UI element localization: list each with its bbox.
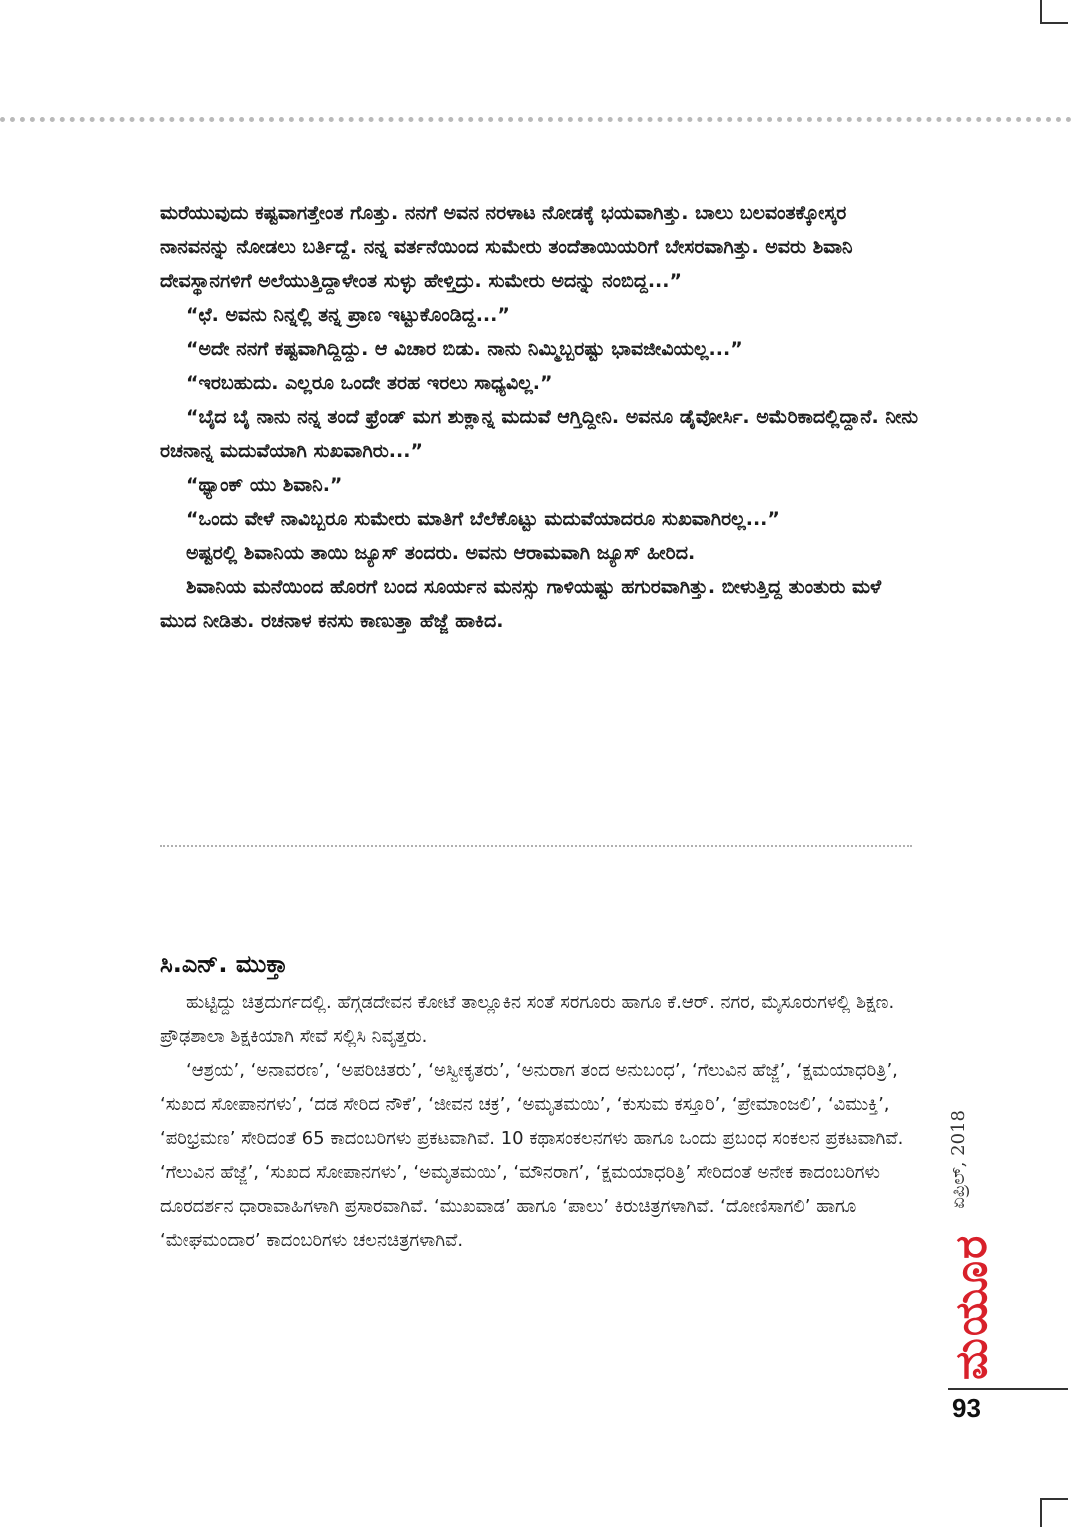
section-dotted-divider — [160, 845, 912, 847]
story-paragraph: ಮರೆಯುವುದು ಕಷ್ಟವಾಗತ್ತೇಂತ ಗೊತ್ತು. ನನಗೆ ಅವನ ನರಳಾಟ ನೋಡಕ್ಕೆ ಭಯವಾಗಿತ್ತು. ಬಾಲು ಬಲವಂತಕ್ಕೋಸ್ಕರ ನಾನವನನ್ನು ನೋಡಲು ಬರ್ತಿದ್ದೆ. ನನ್ನ ವರ್ತನೆಯಿಂದ ಸುಮೇರು ತಂದೆತಾಯಿಯರಿಗೆ ಬೇಸರವಾಗಿತ್ತು. ಅವರು ಶಿವಾನಿ ದೇವಸ್ಥಾನಗಳಿಗೆ ಅಲೆಯುತ್ತಿದ್ದಾಳೇಂತ ಸುಳ್ಳು ಹೇಳ್ತಿದ್ರು. ಸುಮೇರು ಅದನ್ನು ನಂಬಿದ್ದ...” — [160, 202, 853, 292]
story-paragraph: ಶಿವಾನಿಯ ಮನೆಯಿಂದ ಹೊರಗೆ ಬಂದ ಸೂರ್ಯನ ಮನಸ್ಸು ಗಾಳಿಯಷ್ಟು ಹಗುರವಾಗಿತ್ತು. ಬೀಳುತ್ತಿದ್ದ ತುಂತುರು ಮಳೆ ಮುದ ನೀಡಿತು. ರಚನಾಳ ಕನಸು ಕಾಣುತ್ತಾ ಹೆಜ್ಜೆ ಹಾಕಿದ. — [160, 576, 882, 632]
bio-paragraph: ‘ಆಶ್ರಯ’, ‘ಅನಾವರಣ’, ‘ಅಪರಿಚಿತರು’, ‘ಅಸ್ವೀಕೃತರು’, ‘ಅನುರಾಗ ತಂದ ಅನುಬಂಧ’, ‘ಗೆಲುವಿನ ಹೆಜ್ಜೆ’, ‘ಕ್ಷಮಯಾಧರಿತ್ರಿ’, ‘ಸುಖದ ಸೋಪಾನಗಳು’, ‘ದಡ ಸೇರಿದ ನೌಕೆ’, ‘ಜೀವನ ಚಕ್ರ’, ‘ಅಮೃತಮಯಿ’, ‘ಕುಸುಮ ಕಸ್ತೂರಿ’, ‘ಪ್ರೇಮಾಂಜಲಿ’, ‘ವಿಮುಕ್ತಿ’, ‘ಪರಿಭ್ರಮಣ’ ಸೇರಿದಂತೆ 65 ಕಾದಂಬರಿಗಳು ಪ್ರಕಟವಾಗಿವೆ. 10 ಕಥಾಸಂಕಲನಗಳು ಹಾಗೂ ಒಂದು ಪ್ರಬಂಧ ಸಂಕಲನ ಪ್ರಕಟವಾಗಿವೆ. ‘ಗೆಲುವಿನ ಹೆಜ್ಜೆ’, ‘ಸುಖದ ಸೋಪಾನಗಳು’, ‘ಅಮೃತಮಯಿ’, ‘ಮೌನರಾಗ’, ‘ಕ್ಷಮಯಾಧರಿತ್ರಿ’ ಸೇರಿದಂತೆ ಅನೇಕ ಕಾದಂಬರಿಗಳು ದೂರದರ್ಶನ ಧಾರಾವಾಹಿಗಳಾಗಿ ಪ್ರಸಾರವಾಗಿವೆ. ‘ಮುಖವಾಡ’ ಹಾಗೂ ‘ಪಾಲು’ ಕಿರುಚಿತ್ರಗಳಾಗಿವೆ. ‘ದೋಣಿಸಾಗಲಿ’ ಹಾಗೂ ‘ಮೇಘಮಂದಾರ’ ಕಾದಂಬರಿಗಳು ಚಲನಚಿತ್ರಗಳಾಗಿವೆ. — [160, 1060, 904, 1251]
page-number: 93 — [952, 1393, 981, 1423]
magazine-brand-logo: ಮಯೂರ — [946, 1233, 997, 1380]
bio-paragraph: ಹುಟ್ಟಿದ್ದು ಚಿತ್ರದುರ್ಗದಲ್ಲಿ. ಹೆಗ್ಗಡದೇವನ ಕೋಟೆ ತಾಲ್ಲೂಕಿನ ಸಂತೆ ಸರಗೂರು ಹಾಗೂ ಕೆ.ಆರ್. ನಗರ, ಮೈಸೂರುಗಳಲ್ಲಿ ಶಿಕ್ಷಣ. ಪ್ರೌಢಶಾಲಾ ಶಿಕ್ಷಕಿಯಾಗಿ ಸೇವೆ ಸಲ್ಲಿಸಿ ನಿವೃತ್ತರು. — [160, 992, 895, 1047]
crop-mark-bottom — [1040, 1498, 1068, 1527]
story-paragraph: “ಇರಬಹುದು. ಎಲ್ಲರೂ ಒಂದೇ ತರಹ ಇರಲು ಸಾಧ್ಯವಿಲ್ಲ.” — [186, 372, 553, 394]
story-text — [160, 196, 920, 638]
issue-date: ಏಪ್ರಿಲ್, 2018 — [948, 1110, 969, 1209]
story-paragraph: “ಒಂದು ವೇಳೆ ನಾವಿಬ್ಬರೂ ಸುಮೇರು ಮಾತಿಗೆ ಬೆಲೆಕೊಟ್ಟು ಮದುವೆಯಾದರೂ ಸುಖವಾಗಿರಲ್ಲ...” — [186, 508, 780, 530]
top-dotted-divider — [0, 117, 1072, 122]
story-paragraph: ಅಷ್ಟರಲ್ಲಿ ಶಿವಾನಿಯ ತಾಯಿ ಜ್ಯೂಸ್ ತಂದರು. ಅವನು ಆರಾಮವಾಗಿ ಜ್ಯೂಸ್ ಹೀರಿದ. — [186, 542, 696, 564]
story-paragraph: “ಬೈದ ಬೈ ನಾನು ನನ್ನ ತಂದೆ ಫ್ರೆಂಡ್ ಮಗ ಶುಕ್ಲಾನ್ನ ಮದುವೆ ಆಗ್ತಿದ್ದೀನಿ. ಅವನೂ ಡೈವೋರ್ಸಿ. ಅಮೆರಿಕಾದಲ್ಲಿದ್ದಾನೆ. ನೀನು ರಚನಾನ್ನ ಮದುವೆಯಾಗಿ ಸುಖವಾಗಿರು...” — [160, 406, 919, 462]
author-bio — [160, 986, 920, 1258]
story-paragraph: “ಥ್ಯಾಂಕ್ ಯು ಶಿವಾನಿ.” — [186, 474, 343, 496]
author-name: ಸಿ.ಎನ್. ಮುಕ್ತಾ — [160, 950, 288, 978]
story-paragraph: “ಅದೇ ನನಗೆ ಕಷ್ಟವಾಗಿದ್ದಿದ್ದು. ಆ ವಿಚಾರ ಬಿಡು. ನಾನು ನಿಮ್ಮಿಬ್ಬರಷ್ಟು ಭಾವಜೀವಿಯಲ್ಲ...” — [186, 338, 743, 360]
story-paragraph: “ಛೆ. ಅವನು ನಿನ್ನಲ್ಲಿ ತನ್ನ ಪ್ರಾಣ ಇಟ್ಟುಕೊಂಡಿದ್ದ...” — [186, 304, 510, 326]
crop-mark-top — [1040, 0, 1068, 24]
page-number-rule — [948, 1388, 1068, 1390]
